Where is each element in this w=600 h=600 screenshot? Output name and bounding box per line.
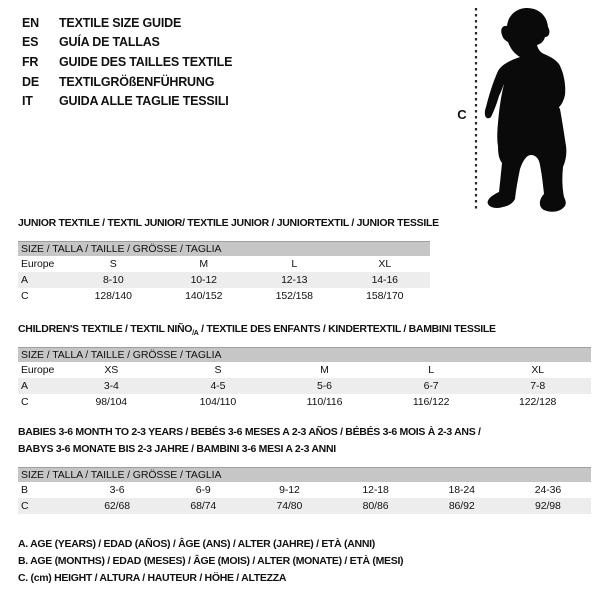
- height-figure: [448, 0, 600, 222]
- size-value-cell: M: [320, 364, 329, 376]
- language-title: TEXTILGRÖßENFÜHRUNG: [59, 74, 215, 89]
- row-label-cell: A: [18, 378, 58, 394]
- size-header-row: [18, 468, 591, 483]
- size-value-cell: 74/80: [246, 498, 332, 514]
- language-title: GUÍA DE TALLAS: [59, 35, 160, 50]
- size-value-cell: L: [291, 258, 298, 270]
- size-value-cell: 24-36: [534, 484, 562, 496]
- size-value-cell: S: [109, 258, 117, 270]
- table-title-line: [18, 321, 496, 343]
- size-value-cell: 68/74: [160, 498, 246, 514]
- size-header-cell: SIZE / TALLA / TAILLE / GRÖSSE / TAGLIA: [18, 348, 591, 363]
- size-value-cell: 122/128: [519, 396, 557, 408]
- row-label-cell: A: [18, 272, 68, 288]
- table-title-text: JUNIOR TEXTILE / TEXTIL JUNIOR/ TEXTILE JUNIOR / JUNIORTEXTIL / JUNIOR TESSILE: [18, 217, 439, 229]
- size-value-cell: XS: [104, 364, 119, 376]
- size-header-cell: SIZE / TALLA / TAILLE / GRÖSSE / TAGLIA: [18, 468, 591, 483]
- size-value-cell: 12-18: [362, 484, 389, 496]
- language-row: [22, 33, 232, 53]
- size-value-cell: 128/140: [94, 290, 132, 302]
- row-label-cell: C: [21, 396, 29, 408]
- footnote-line: C. (cm) HEIGHT / ALTURA / HAUTEUR / HÖHE / ALTEZZA: [18, 572, 287, 585]
- size-value-cell: 116/122: [412, 396, 450, 408]
- junior-table-title: [18, 215, 439, 232]
- size-value-cell: 10-12: [159, 272, 250, 288]
- size-value-cell: 62/68: [74, 498, 160, 514]
- size-value-cell: M: [199, 258, 209, 270]
- size-value-cell: 4-5: [165, 378, 272, 394]
- size-value-cell: 3-6: [109, 484, 125, 496]
- language-row: [22, 91, 232, 111]
- size-header-row: [18, 348, 591, 363]
- language-title: GUIDE DES TAILLES TEXTILE: [59, 54, 233, 69]
- footnote-line: B. AGE (MONTHS) / EDAD (MESES) / ÂGE (MOIS) / ALTER (MONATE) / ETÀ (MESI): [18, 555, 404, 568]
- size-value-cell: 158/170: [366, 290, 404, 302]
- row-label-cell: B: [21, 484, 28, 496]
- language-list: [22, 13, 232, 111]
- table-title-text: BABYS 3-6 MONATE BIS 2-3 JAHRE / BAMBINI 3-6 MESI A 2-3 ANNI: [18, 442, 336, 455]
- size-value-cell: 6-9: [195, 484, 211, 496]
- size-value-cell: 14-16: [340, 272, 431, 288]
- size-table-row: [18, 378, 591, 394]
- size-value-cell: XL: [378, 258, 392, 270]
- language-row: [22, 13, 232, 33]
- junior-size-table: [18, 241, 430, 304]
- footnote-line: A. AGE (YEARS) / EDAD (AÑOS) / ÂGE (ANS) / ALTER (JAHRE) / ETÀ (ANNI): [18, 538, 375, 550]
- size-value-cell: 86/92: [419, 498, 505, 514]
- row-label-cell: Europe: [21, 364, 55, 376]
- table-title-line: [18, 441, 481, 458]
- size-value-cell: 92/98: [505, 498, 591, 514]
- row-label-cell: C: [21, 290, 29, 302]
- size-table-row: [18, 256, 430, 272]
- size-table-row: [18, 272, 430, 288]
- children-table-title: [18, 321, 496, 343]
- baby-silhouette: [485, 8, 567, 212]
- size-value-cell: 152/158: [275, 290, 313, 302]
- babies-size-table: [18, 467, 591, 514]
- table-title-line: [18, 424, 481, 441]
- size-value-cell: S: [214, 364, 222, 376]
- size-value-cell: 3-4: [58, 378, 165, 394]
- size-value-cell: 5-6: [271, 378, 378, 394]
- size-table-row: [18, 394, 591, 410]
- footnotes: [18, 536, 403, 588]
- language-code: IT: [22, 94, 33, 109]
- children-size-table: [18, 347, 591, 410]
- size-value-cell: 98/104: [95, 396, 128, 408]
- baby-silhouette-graphic: [448, 0, 600, 222]
- size-table-row: [18, 288, 430, 304]
- table-title-subscript: /A: [192, 330, 199, 338]
- size-value-cell: 110/116: [306, 396, 343, 408]
- language-title: GUIDA ALLE TAGLIE TESSILI: [59, 94, 229, 109]
- size-value-cell: 7-8: [484, 378, 591, 394]
- language-row: [22, 72, 232, 92]
- language-title: TEXTILE SIZE GUIDE: [59, 15, 182, 30]
- size-value-cell: XL: [531, 364, 545, 376]
- size-table-row: [18, 482, 591, 498]
- table-title-text: BABIES 3-6 MONTH TO 2-3 YEARS / BEBÉS 3-6 MESES A 2-3 AÑOS / BÉBÉS 3-6 MOIS À 2-3 ANS /: [18, 426, 481, 438]
- size-value-cell: 9-12: [279, 484, 300, 496]
- table-title-text: / TEXTILE DES ENFANTS / KINDERTEXTIL / BAMBINI TESSILE: [198, 323, 496, 335]
- size-value-cell: 12-13: [249, 272, 340, 288]
- language-row: [22, 52, 232, 72]
- language-code: ES: [22, 35, 39, 50]
- size-value-cell: L: [428, 364, 434, 376]
- size-value-cell: 6-7: [378, 378, 485, 394]
- size-value-cell: 104/110: [199, 396, 237, 408]
- row-label-cell: Europe: [21, 258, 55, 270]
- language-code: DE: [22, 74, 39, 89]
- size-table-row: [18, 498, 591, 514]
- table-title-line: [18, 215, 439, 232]
- size-value-cell: 8-10: [68, 272, 159, 288]
- size-value-cell: 80/86: [332, 498, 418, 514]
- table-title-text: CHILDREN'S TEXTILE / TEXTIL NIÑO: [18, 323, 193, 335]
- size-table-row: [18, 362, 591, 378]
- language-code: EN: [22, 15, 39, 30]
- size-value-cell: 18-24: [448, 484, 475, 496]
- size-value-cell: 140/152: [185, 290, 223, 302]
- language-code: FR: [22, 54, 39, 69]
- height-label: C: [457, 107, 467, 122]
- size-header-cell: SIZE / TALLA / TAILLE / GRÖSSE / TAGLIA: [18, 242, 430, 257]
- size-header-row: [18, 242, 430, 257]
- row-label-cell: C: [18, 498, 74, 514]
- babies-table-title: [18, 424, 481, 457]
